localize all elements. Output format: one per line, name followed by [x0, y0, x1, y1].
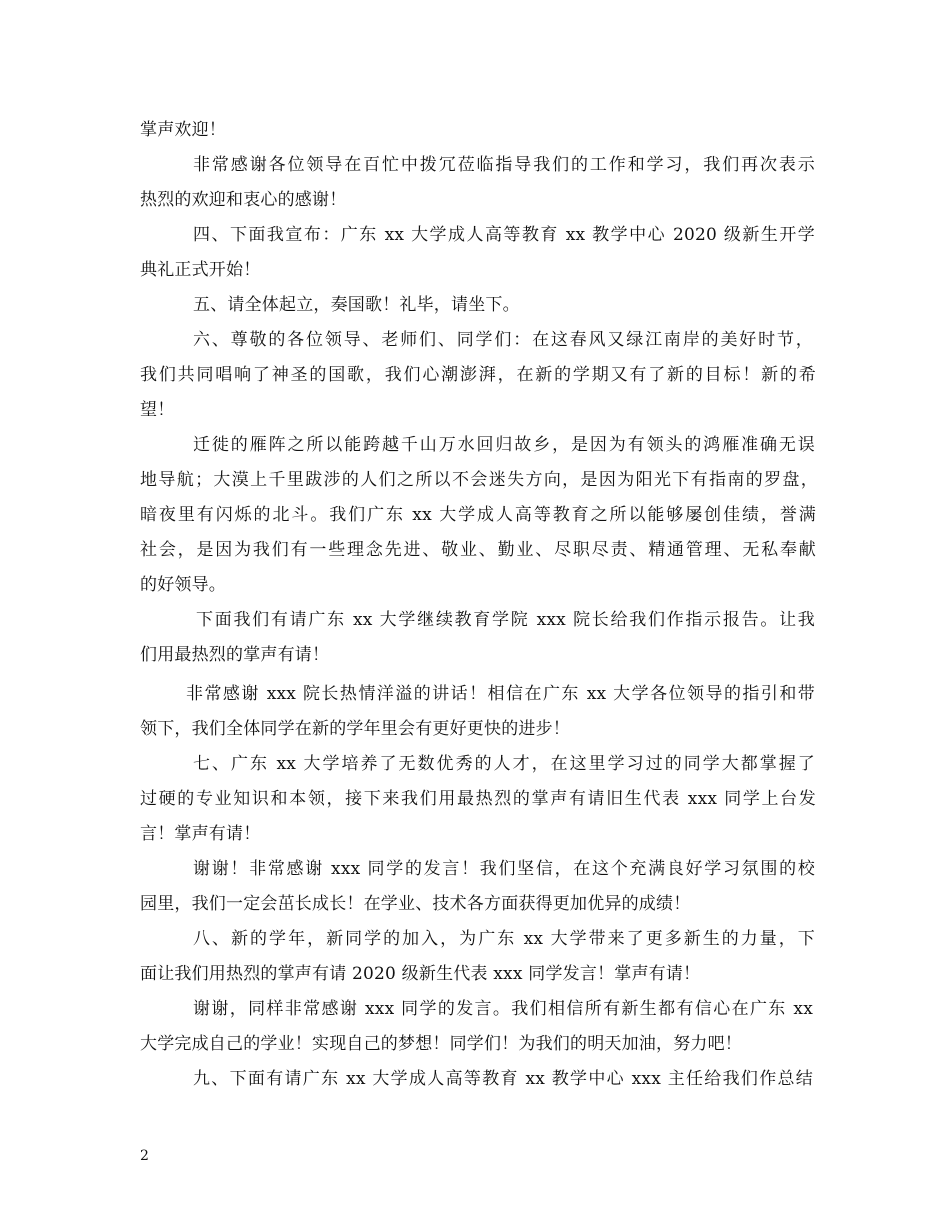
text-line-20: 过硬的专业知识和本领，接下来我们用最热烈的掌声有请旧生代表 xxx 同学上台发 — [140, 789, 816, 809]
text-line-22: 谢谢！非常感谢 xxx 同学的发言！我们坚信，在这个充满良好学习氛围的校 — [193, 859, 815, 879]
text-line-1: 掌声欢迎！ — [140, 120, 226, 140]
text-line-6: 五、请全体起立，奏国歌！礼毕，请坐下。 — [193, 295, 520, 315]
text-line-9: 望！ — [140, 400, 175, 420]
text-line-24: 八、新的学年，新同学的加入，为广东 xx 大学带来了更多新生的力量，下 — [193, 929, 815, 949]
text-line-12: 暗夜里有闪烁的北斗。我们广东 xx 大学成人高等教育之所以能够屡创佳绩，誉满 — [140, 505, 816, 525]
text-line-16: 们用最热烈的掌声有请！ — [140, 645, 330, 665]
text-line-13: 社会，是因为我们有一些理念先进、敬业、勤业、尽职尽责、精通管理、无私奉献 — [140, 540, 816, 560]
text-line-2: 非常感谢各位领导在百忙中拨冗莅临指导我们的工作和学习，我们再次表示 — [193, 155, 815, 175]
text-line-26: 谢谢，同样非常感谢 xxx 同学的发言。我们相信所有新生都有信心在广东 xx — [193, 999, 813, 1019]
text-line-4: 四、下面我宣布：广东 xx 大学成人高等教育 xx 教学中心 2020 级新生开学 — [193, 225, 815, 245]
text-line-11: 地导航；大漠上千里跋涉的人们之所以不会迷失方向，是因为阳光下有指南的罗盘， — [140, 470, 818, 490]
text-line-19: 七、广东 xx 大学培养了无数优秀的人才，在这里学习过的同学大都掌握了 — [193, 754, 815, 774]
page-number: 2 — [140, 1148, 149, 1164]
text-line-25: 面让我们用热烈的掌声有请 2020 级新生代表 xxx 同学发言！掌声有请！ — [140, 964, 701, 984]
text-line-27: 大学完成自己的学业！实现自己的梦想！同学们！为我们的明天加油，努力吧！ — [140, 1034, 742, 1054]
text-line-7: 六、尊敬的各位领导、老师们、同学们：在这春风又绿江南岸的美好时节， — [193, 330, 813, 350]
text-line-23: 园里，我们一定会茁长成长！在学业、技术各方面获得更加优异的成绩！ — [140, 894, 691, 914]
text-line-8: 我们共同唱响了神圣的国歌，我们心潮澎湃，在新的学期又有了新的目标！新的希 — [140, 365, 816, 385]
text-line-21: 言！掌声有请！ — [140, 824, 261, 844]
text-line-18: 领下，我们全体同学在新的学年里会有更好更快的进步！ — [140, 719, 570, 739]
text-line-14: 的好领导。 — [140, 575, 226, 595]
text-line-10: 迁徙的雁阵之所以能跨越千山万水回归故乡，是因为有领头的鸿雁准确无误 — [193, 435, 815, 455]
text-line-15: 下面我们有请广东 xx 大学继续教育学院 xxx 院长给我们作指示报告。让我 — [196, 610, 815, 630]
text-line-17: 非常感谢 xxx 院长热情洋溢的讲话！相信在广东 xx 大学各位领导的指引和带 — [186, 684, 815, 704]
text-line-5: 典礼正式开始！ — [140, 260, 261, 280]
text-line-3: 热烈的欢迎和衷心的感谢！ — [140, 190, 347, 210]
text-line-28: 九、下面有请广东 xx 大学成人高等教育 xx 教学中心 xxx 主任给我们作总结 — [193, 1069, 813, 1089]
